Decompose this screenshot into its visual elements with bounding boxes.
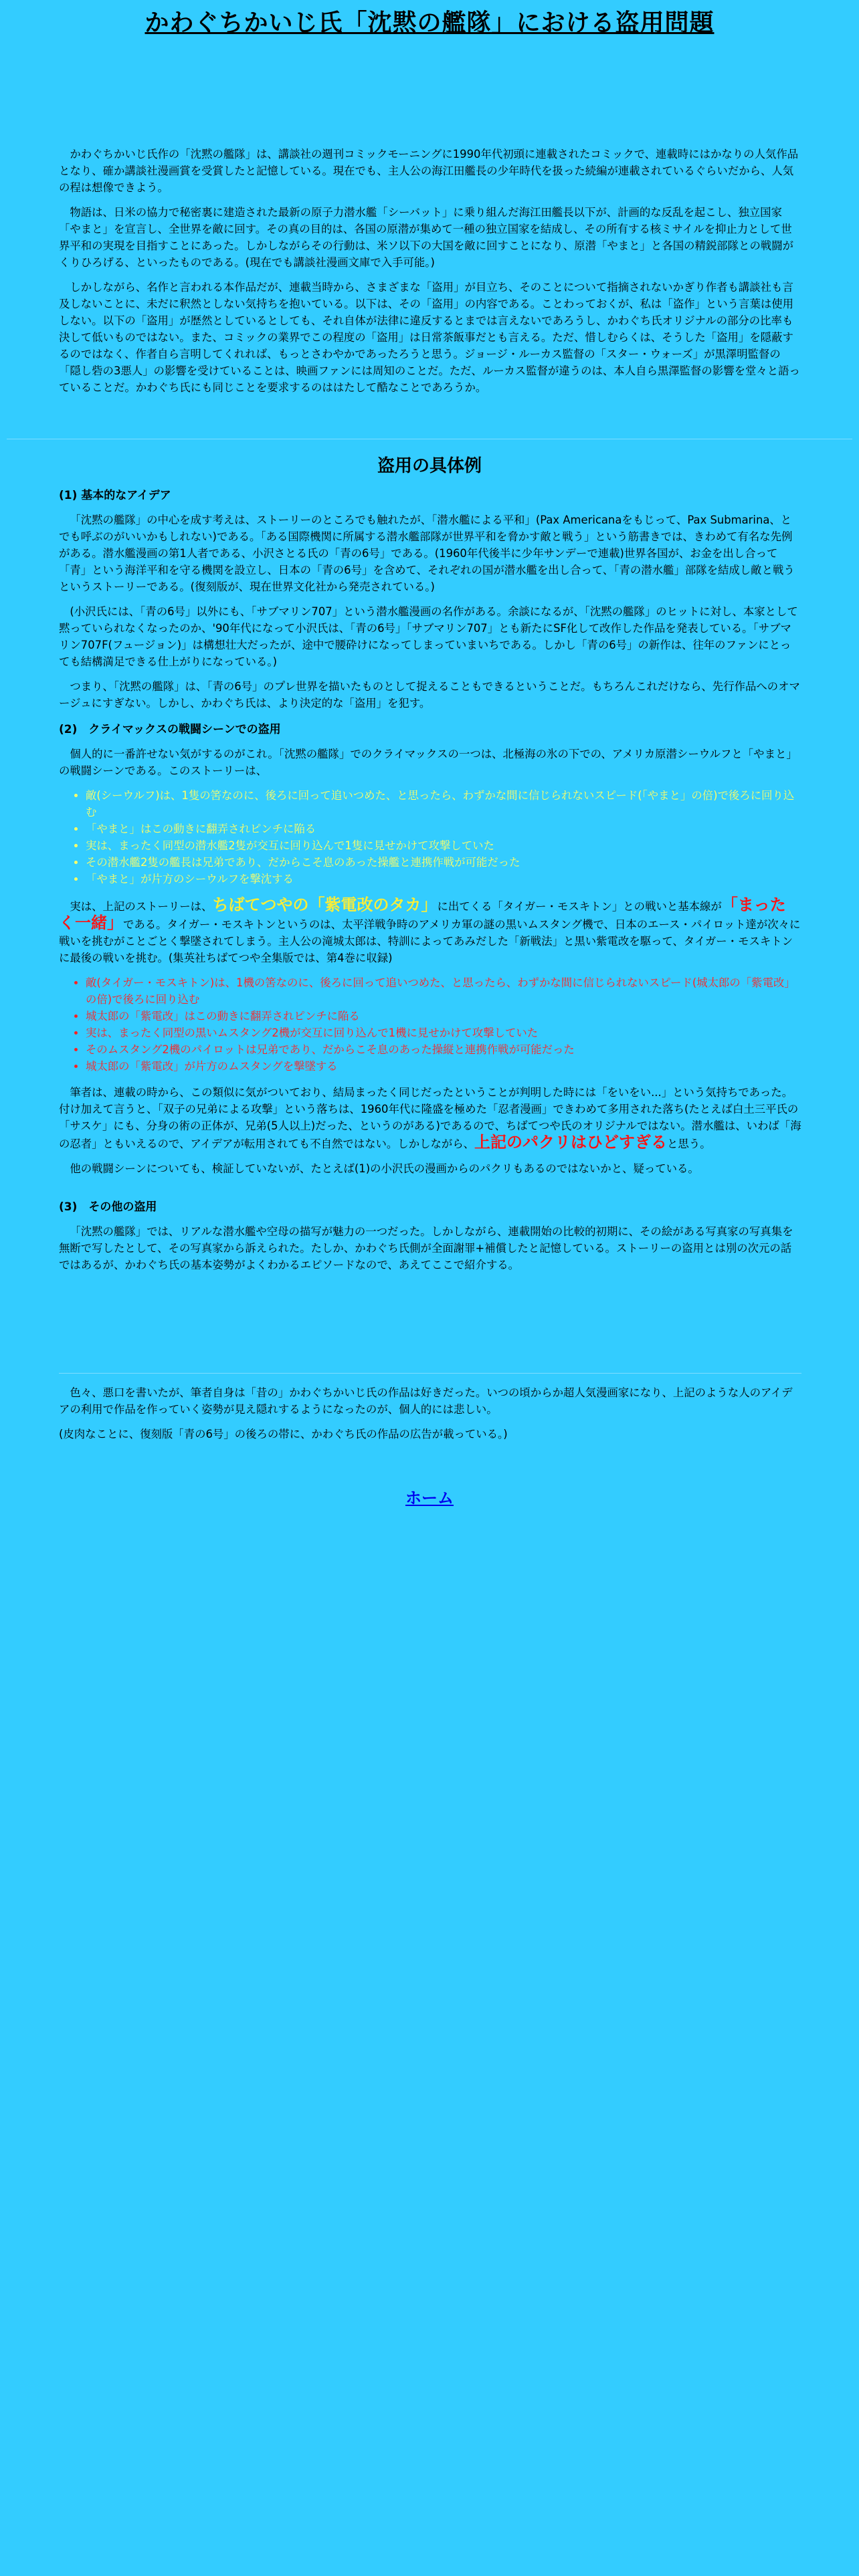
plagiarism-highlight: 上記のパクリはひどすぎる (474, 1133, 668, 1152)
list-item: • 「やまと」はこの動きに翻弄されピンチに陥る (86, 821, 801, 837)
similarity-text: と思う。 (667, 1138, 711, 1150)
comparison-text: である。タイガー・モスキトンというのは、太平洋戦争時のアメリカ軍の謎の黒いムスタング機で、日本のエース・パイロット達が次々に戦いを挑むがことごとく撃墜されてしまう。主人公の滝城太郎は、特訓によってあみだした「新戦法」と黒い紫電改を駆って、タイガー・モスキトンに最後の戦いを挑む。(集英社ちばてつや全集版では、第4巻に収録) (59, 918, 801, 964)
list-item: • そのムスタング2機のパイロットは兄弟であり、だからこそ息のあった操縦と連携作戦が可能だった (86, 1041, 801, 1058)
page-title: かわぐちかいじ氏「沈黙の艦隊」における盗用問題 (145, 9, 714, 37)
shidenkai-story-list (59, 974, 801, 1075)
comparison-text: 実は、上記のストーリーは、 (70, 900, 213, 913)
section-1-paragraph: (小沢氏には、「青の6号」以外にも、「サブマリン707」という潜水艦漫画の名作がある。余談になるが、「沈黙の艦隊」のヒットに対し、本家として黙っていられなくなったのか、'90年代になって小沢氏は、「青の6号」「サブマリン707」とも新たにSF化して改作した作品を発表している。「サブマリン707F(フュージョン)」は構想壮大だったが、途中で腰砕けになってしまっていまいちである。しかし「青の6号」の新作は、往年のファンにとっても結構満足できる仕上がりになっている。) (59, 605, 798, 668)
section-1-heading: (1) 基本的なアイデア (59, 489, 171, 502)
comparison-paragraph (59, 897, 801, 966)
section-1 (59, 486, 801, 1281)
closing-note: (皮肉なことに、復刻版「青の6号」の後ろの帯に、かわぐち氏の作品の広告が載っている。) (59, 1428, 508, 1440)
closing-paragraph: 色々、悪口を書いたが、筆者自身は「昔の」かわぐちかいじ氏の作品は好きだった。いつの頃からか超人気漫画家になり、上記のような人のアイデアの利用で作品を作っていく姿勢が見え隠れするようになったのが、個人的には悲しい。 (59, 1386, 793, 1416)
list-item: • 城太郎の「紫電改」が片方のムスタングを撃墜する (86, 1058, 801, 1075)
section-2-intro: 個人的に一番許せない気がするのがこれ。「沈黙の艦隊」でのクライマックスの一つは、北極海の氷の下での、アメリカ原潜シーウルフと「やまと」の戦闘シーンである。このストーリーは、 (59, 748, 797, 777)
similarity-text: 筆者は、連載の時から、この類似に気がついており、結局まったく同じだったということが判明した時には「をいをい...」という気持ちであった。付け加えて言うと、「双子の兄弟による攻撃」という落ちは、1960年代に隆盛を極めた「忍者漫画」できわめて多用された落ち(たとえば白土三平氏の「サスケ」にも、分身の術の正体が、兄弟(5人以上)だった、というのがある)であるので、ちばてつや氏のオリジナルではない。潜水艦は、いわば「海の忍者」ともいえるので、アイデアが転用されても不自然ではない。しかしながら、 (59, 1086, 801, 1150)
comparison-text: に出てくる「タイガー・モスキトン」との戦いと基本線が (437, 900, 722, 913)
list-item: • 城太郎の「紫電改」はこの動きに翻弄されピンチに陥る (86, 1008, 801, 1025)
home-link-container (0, 1485, 859, 1508)
shinmoku-story-list (59, 787, 801, 887)
intro-paragraph: しかしながら、名作と言われる本作品だが、連載当時から、さまざまな「盗用」が目立ち、そのことについて指摘されないかぎり作者も講談社も言及しないことに、未だに釈然としない気持ちを抱いている。以下は、その「盗用」の内容である。ことわっておくが、私は「盗作」という言葉は使用しない。以下の「盗用」が歴然としているとしても、それ自体が法律に違反するとまでは言えないであろうし、かわぐち氏オリジナルの部分の比率も決して低いものではない。また、コミックの業界でこの程度の「盗用」は日常茶飯事だとも言える。ただ、惜しむらくは、そうした「盗用」を隠蔽するのではなく、作者自ら言明してくれれば、もっとさわやかであったろうと思う。ジョージ・ルーカス監督の「スター・ウォーズ」が黒澤明監督の「隠し砦の3悪人」の影響を受けていることは、映画ファンには周知のことだ。ただ、ルーカス監督が違うのは、本人自ら黒澤監督の影響を堂々と語っていることだ。かわぐち氏にも同じことを要求するのははたして酷なことであろうか。 (59, 281, 800, 394)
divider (59, 1373, 801, 1374)
intro-paragraph: 物語は、日米の協力で秘密裏に建造された最新の原子力潜水艦「シーバット」に乗り組んだ海江田艦長以下が、計画的な反乱を起こし、独立国家「やまと」を宣言し、全世界を敵に回す。その真の目的は、各国の原潜が集めて一種の独立国家を結成し、その所有する核ミサイルを抑止力として世界平和の実現を目指すことにあった。しかしながらその行動は、米ソ以下の大国を敵に回すことになり、原潜「やまと」と各国の精鋭部隊との戦闘がくりひろげる、といったものである。(現在でも講談社漫画文庫で入手可能。) (59, 206, 794, 269)
section-1-paragraph: 「沈黙の艦隊」の中心を成す考えは、ストーリーのところでも触れたが、「潜水艦による平和」(Pax Americanaをもじって、Pax Submarina、とでも呼ぶのがいいかもしれない)である。「ある国際機関に所属する潜水艦部隊が世界平和を脅かす敵と戦う」という筋書きでは、きわめて有名な先例がある。潜水艦漫画の第1人者である、小沢さとる氏の「青の6号」である。(1960年代後半に少年サンデーで連載)世界各国が、お金を出し合って「青」という海洋平和を守る機関を設立し、日本の「青の6号」を含めて、それぞれの国が潜水艦を出し合って、「青の潜水艦」部隊を結成し敵と戦うというストーリーである。(復刻版が、現在世界文化社から発売されている。) (59, 514, 795, 593)
identical-highlight: 「まったく一緒」 (59, 895, 786, 932)
section-title: 盗用の具体例 (377, 456, 482, 476)
closing-section (59, 1384, 801, 1451)
section-3-heading: (3) その他の盗用 (59, 1200, 157, 1214)
list-item: • 敵(シーウルフ)は、1隻の筈なのに、後ろに回って追いつめた、と思ったら、わずかな間に信じられないスピード(「やまと」の倍)で後ろに回り込む (86, 787, 801, 821)
list-item: • その潜水艦2隻の艦長は兄弟であり、だからこそ息のあった操艦と連携作戦が可能だった (86, 854, 801, 871)
list-item: • 敵(タイガー・モスキトン)は、1機の筈なのに、後ろに回って追いつめた、と思ったら、わずかな間に信じられないスピード(城太郎の「紫電改」の倍)で後ろに回り込む (86, 974, 801, 1008)
home-link[interactable]: ホーム (405, 1489, 454, 1507)
list-item: • 「やまと」が片方のシーウルフを撃沈する (86, 871, 801, 887)
other-battle-paragraph: 他の戦闘シーンについても、検証していないが、たとえば(1)の小沢氏の漫画からのパクリもあるのではないかと、疑っている。 (70, 1162, 699, 1175)
intro-section (59, 146, 801, 404)
list-item: • 実は、まったく同型の黒いムスタング2機が交互に回り込んで1機に見せかけて攻撃していた (86, 1025, 801, 1041)
intro-paragraph: かわぐちかいじ氏作の「沈黙の艦隊」は、講談社の週刊コミックモーニングに1990年代初頭に連載されたコミックで、連載時にはかなりの人気作品となり、確か講談社漫画賞を受賞したと記憶している。現在でも、主人公の海江田艦長の少年時代を扱った続編が連載されているぐらいだから、人気の程は想像できよう。 (59, 148, 799, 194)
similarity-paragraph (59, 1084, 801, 1152)
section-2-heading: (2) クライマックスの戦闘シーンでの盗用 (59, 723, 281, 736)
section-1-paragraph: つまり、「沈黙の艦隊」は、「青の6号」のプレ世界を描いたものとして捉えることもできるということだ。もちろんこれだけなら、先行作品へのオマージュにすぎない。しかし、かわぐち氏は、より決定的な「盗用」を犯す。 (59, 680, 800, 710)
list-item: • 実は、まったく同型の潜水艦2隻が交互に回り込んで1隻に見せかけて攻撃していた (86, 837, 801, 854)
section-3-paragraph: 「沈黙の艦隊」では、リアルな潜水艦や空母の描写が魅力の一つだった。しかしながら、連載開始の比較的初期に、その絵がある写真家の写真集を無断で写したとして、その写真家から訴えられた。たしか、かわぐち氏側が全面謝罪+補償したと記憶している。ストーリーの盗用とは別の次元の話ではあるが、かわぐち氏の基本姿勢がよくわかるエピソードなので、あえてここで紹介する。 (59, 1225, 793, 1271)
shidenkai-highlight: ちばてつやの「紫電改のタカ」 (212, 895, 438, 914)
